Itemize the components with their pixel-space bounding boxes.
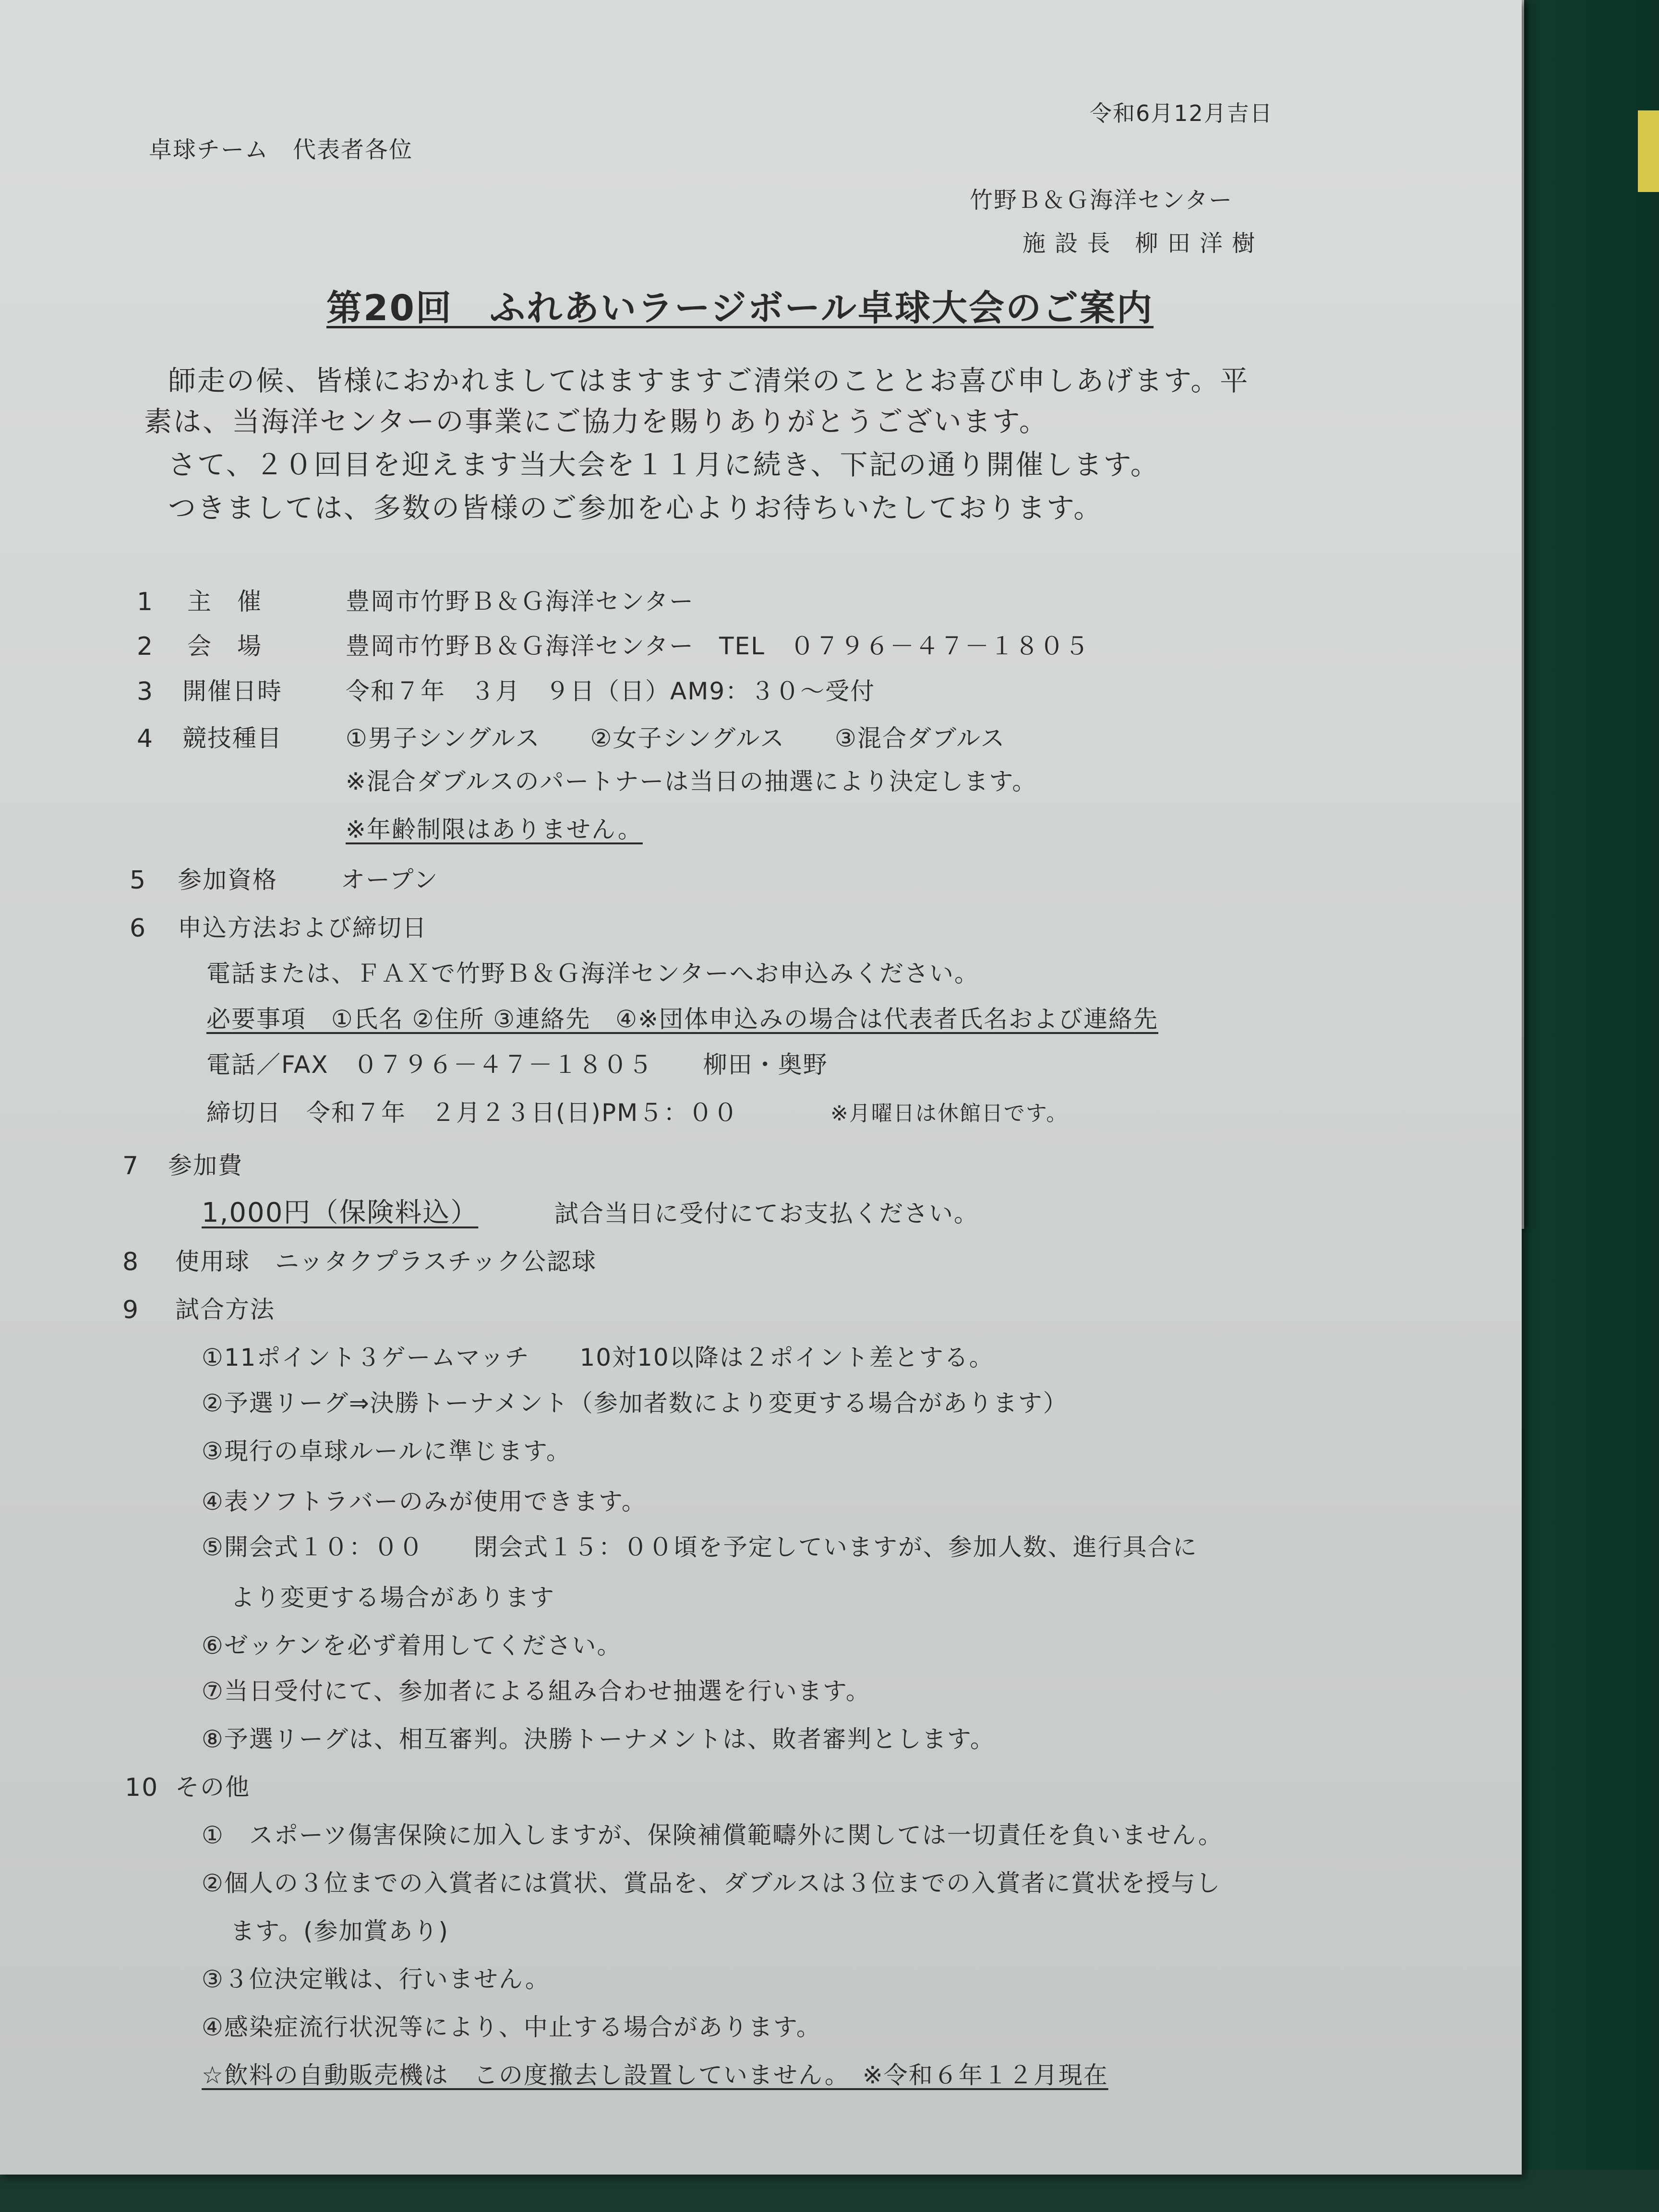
rule-line: ①11ポイント３ゲームマッチ 10対10以降は２ポイント差とする。 [202, 1344, 994, 1371]
item-label: 主 催 [187, 588, 262, 615]
other-note: ②個人の３位までの入賞者には賞状、賞品を、ダブルスは３位までの入賞者に賞状を授与し [202, 1869, 1221, 1897]
closed-day-note: ※月曜日は休館日です。 [830, 1101, 1069, 1126]
rule-line: ⑦当日受付にて、参加者による組み合わせ抽選を行います。 [202, 1677, 871, 1705]
item-number: 3 [137, 677, 154, 706]
item-number: 2 [137, 632, 154, 661]
item-value: 豊岡市竹野Ｂ＆Ｇ海洋センター [346, 588, 694, 615]
item-value: オープン [341, 866, 439, 894]
rule-line: ⑥ゼッケンを必ず着用してください。 [202, 1632, 622, 1659]
item-value: 豊岡市竹野Ｂ＆Ｇ海洋センター TEL ０７９６－４７－１８０５ [346, 632, 1090, 660]
intro-line: 素は、当海洋センターの事業にご協力を賜りありがとうございます。 [144, 405, 1049, 438]
item-number: 8 [122, 1248, 140, 1276]
intro-line: つきましては、多数の皆様のご参加を心よりお待ちいたしております。 [168, 492, 1103, 524]
rule-line: ⑤開会式１０：００ 閉会式１５：００頃を予定していますが、参加人数、進行具合に [202, 1533, 1198, 1561]
item-label: 参加資格 [178, 866, 277, 894]
item-label: 申込方法および締切日 [178, 914, 427, 942]
entry-fee: 1,000円（保険料込） [202, 1197, 479, 1228]
item-line: 電話または、ＦＡＸで竹野Ｂ＆Ｇ海洋センターへお申込みください。 [206, 960, 979, 987]
vending-notice: ☆飲料の自動販売機は この度撤去し設置していません。 ※令和６年１２月現在 [202, 2061, 1108, 2089]
rule-line: ②予選リーグ⇒決勝トーナメント（参加者数により変更する場合があります） [202, 1389, 1068, 1417]
intro-line: 師走の候、皆様におかれましてはますますご清栄のこととお喜び申しあげます。平 [168, 364, 1250, 397]
rule-line: ③現行の卓球ルールに準じます。 [202, 1437, 571, 1465]
other-note: ます。(参加賞あり) [230, 1917, 449, 1945]
deadline: 締切日 令和７年 ２月２３日(日)PM５：００ [206, 1099, 739, 1127]
item-label: 会 場 [187, 632, 262, 660]
item-label: その他 [175, 1773, 250, 1801]
item-line: 電話／FAX ０７９６－４７－１８０５ 柳田・奥野 [206, 1051, 828, 1079]
other-note: ④感染症流行状況等により、中止する場合があります。 [202, 2013, 821, 2041]
item-line: 必要事項 ①氏名 ②住所 ③連絡先 ④※団体申込みの場合は代表者氏名および連絡先 [206, 1005, 1158, 1033]
item-note: ※年齢制限はありません。 [346, 816, 643, 843]
item-number: 7 [122, 1152, 140, 1180]
rule-line: ④表ソフトラバーのみが使用できます。 [202, 1488, 647, 1515]
item-label: 参加費 [168, 1152, 243, 1179]
document-title: 第20回 ふれあいラージボール卓球大会のご案内 [326, 288, 1154, 329]
item-value: ①男子シングルス ②女子シングルス ③混合ダブルス [346, 724, 1006, 752]
background-bottom [0, 2170, 1659, 2212]
item-note: ※混合ダブルスのパートナーは当日の抽選により決定します。 [346, 768, 1037, 795]
item-label: 使用球 ニッタクプラスチック公認球 [175, 1248, 597, 1275]
fee-note: 試合当日に受付にてお支払ください。 [554, 1200, 979, 1227]
item-number: 5 [130, 866, 147, 895]
addressee: 卓球チーム 代表者各位 [149, 136, 413, 163]
intro-line: さて、２０回目を迎えます当大会を１１月に続き、下記の通り開催します。 [168, 448, 1160, 481]
item-value: 令和７年 ３月 ９日（日）AM9：３０～受付 [346, 677, 876, 705]
other-note: ③３位決定戦は、行いません。 [202, 1965, 550, 1993]
yellow-tab [1638, 110, 1659, 192]
rule-line: より変更する場合があります [230, 1584, 555, 1611]
item-number: 9 [122, 1296, 140, 1324]
item-label: 競技種目 [182, 724, 282, 752]
item-number: 6 [130, 914, 147, 943]
sender-org: 竹野Ｂ＆Ｇ海洋センター [970, 187, 1233, 214]
rule-line: ⑧予選リーグは、相互審判。決勝トーナメントは、敗者審判とします。 [202, 1725, 995, 1753]
item-label: 試合方法 [175, 1296, 275, 1323]
other-note: ① スポーツ傷害保険に加入しますが、保険補償範疇外に関しては一切責任を負いません。 [202, 1821, 1223, 1849]
item-label: 開催日時 [182, 677, 282, 705]
item-number: 1 [137, 588, 154, 616]
item-number: 4 [137, 724, 154, 753]
item-number: 10 [125, 1773, 159, 1802]
issue-date: 令和6月12月吉日 [1090, 100, 1273, 126]
sender-name: 施 設 長 柳 田 洋 樹 [1022, 230, 1256, 257]
